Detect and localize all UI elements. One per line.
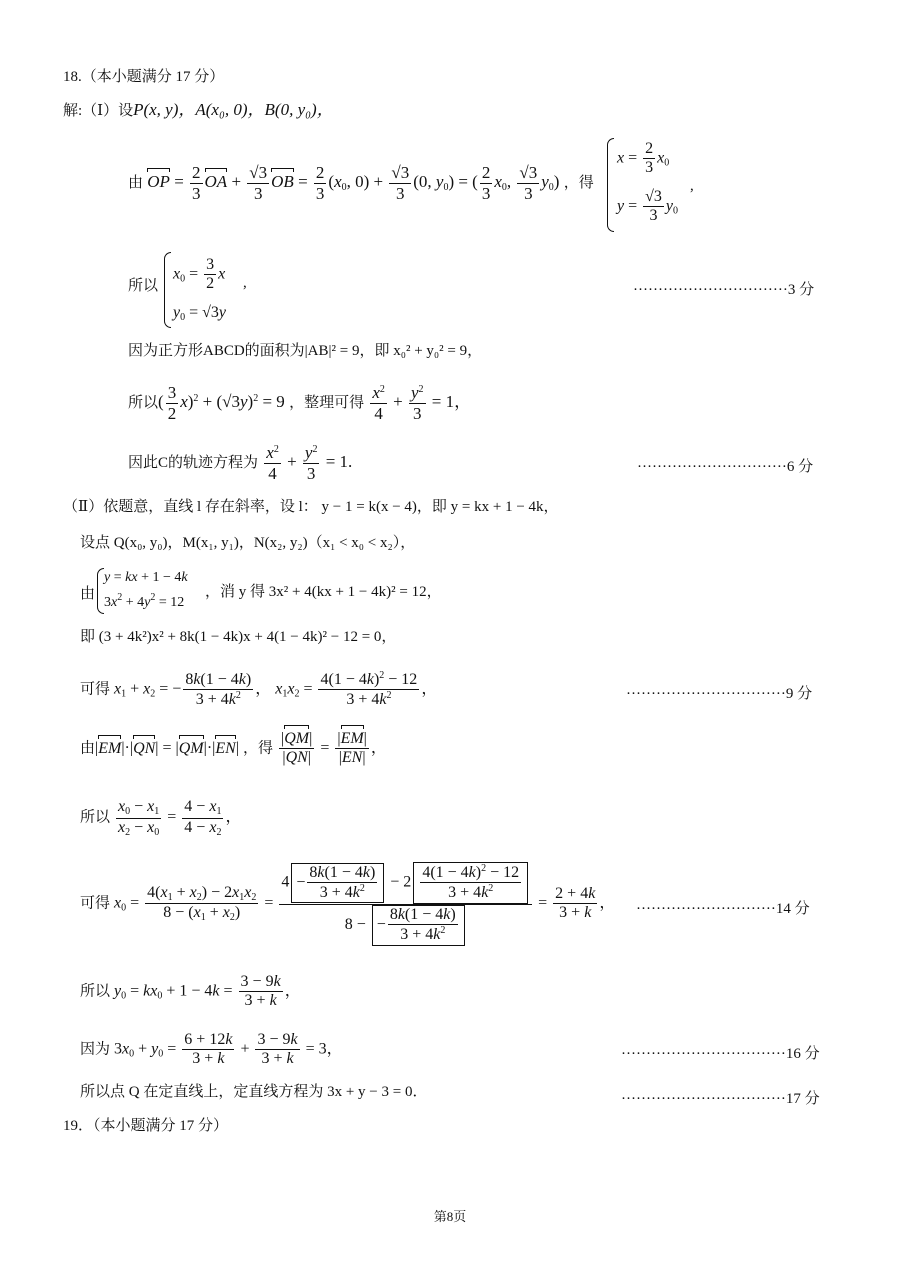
score-17: ·································17 分 [621,1091,820,1107]
system-brace-1 [607,138,614,232]
part1-intro [63,101,334,120]
part2-intro: （Ⅱ）依题意，直线 l 存在斜率，设 l： y − 1 = k(x − 4)，即 y = kx + 1 − 4k， [63,499,559,515]
system-1-line2: y = $\frac{√3}{3}$ $y_0$ [617,188,679,225]
ratio-line: 由|EM|·|QN| = |QM|·|EN| ，得 $\frac{|QM|}{|QN|}$ = $\frac{|EM|}{|EN|}$ ， [80,730,387,767]
x-ratio-line: 所以 $\frac{x_0 - x_1}{x_2 - x_0}$ = $\frac{4 - x_1}{4 - x_2}$ ， [80,798,242,838]
question-heading-19: 19．（本小题满分 17 分） [63,1118,229,1134]
system-2-line1: $x_0$ = $\frac{3}{2}$ x [173,256,226,293]
system-2-comma: , [243,275,247,291]
x0-line: 可得 $x_0$ = $\frac{4(x_1 + x_2) - 2x_1x_2}{8 - (x_1 + x_2)}$ = 4 − $\frac{8k(1 - 4k)}{3 + 4k^2}$ − 2 $\frac{4(1 - 4k)^2 - 12}{3 + 4k^2}$ 8 − − $\frac{8k(1 - 4k)}{3 + 4k^2}$ = $\frac{2 + 4k}{3 + k}$ ， [80,862,615,946]
question-heading-18: 18.（本小题满分 17 分） [63,69,225,85]
score-16: ·································16 分 [621,1046,820,1062]
system-3-line1: y = kx + 1 − 4k [104,570,188,585]
quadratic-line: 即 (3 + 4k²)x² + 8k(1 − 4k)x + 4(1 − 4k)² − 12 = 0， [80,629,397,645]
trajectory-line: 因此C的轨迹方程为 $\frac{x^2}{4}$ + $\frac{y^2}{3}$ = 1. [128,443,353,483]
system-2-line2: $y_0 = √3y$ [173,304,227,323]
system-brace-2 [164,252,171,328]
page-number: 第8页 [433,1209,467,1224]
part1-intro-label: 解:（Ⅰ）设 [63,103,134,119]
score-14: ····························14 分 [636,901,810,917]
system-1-comma: , [690,178,694,194]
score-9: ································9 分 [626,686,813,702]
vieta-line: 可得 $x_1 + x_2$ = − $\frac{8k(1 - 4k)}{3 + 4k^2}$ ， $x_1x_2$ = $\frac{4(1 - 4k)^2 - 12}{3 + 4k^2}$ ， [80,670,438,709]
vector-op: OP [147,171,170,191]
vector-eq-get: ，得 [563,174,594,191]
system-3-line2: $3x^2 + 4y^2 = 12$ [104,592,185,610]
vector-equation: 由 OP = $\frac{2}{3}$ OA + $\frac{√3}{3}$ OB = $\frac{2}{3}$ ($x_0$, 0) + $\frac{√3}{3}$ (0, $y_0$) = ( $\frac{2}{3}$ $x_0$, $\frac{√3}{3}$ $y_0$) ，得 [128,163,594,203]
vector-eq-prefix: 由 [128,174,144,191]
sum-line: 因为 $3x_0 + y_0$ = $\frac{6 + 12k}{3 + k}$ + $\frac{3 - 9k}{3 + k}$ = 3， [80,1031,343,1068]
part1-vars: P(x, y)，A(x₀, 0)，B(0, y₀)， [133,100,334,119]
system-brace-3 [97,568,104,614]
system-eliminate: ，消 y 得 3x² + 4(kx + 1 − 4k)² = 12， [205,584,442,600]
system-1-line1: x = $\frac{2}{3}$ $x_0$ [617,140,670,177]
substitute-line: 所以( $\frac{3}{2}$ $x)^2 + (√3y)^2 = 9$ ，整理可得 $\frac{x^2}{4}$ + $\frac{y^2}{3}$ = 1， [128,383,472,423]
score-6: ······························6 分 [637,459,814,475]
so-label-1: 所以 [128,278,159,294]
square-area-line: 因为正方形ABCD的面积为|AB|² = 9，即 x₀² + y₀² = 9， [128,343,483,359]
conclusion-line: 所以点 Q 在定直线上，定直线方程为 3x + y − 3 = 0． [80,1084,428,1100]
score-3: ·······························3 分 [633,282,815,298]
points-line: 设点 Q(x₀, y₀)，M(x₁, y₁)，N(x₂, y₂)（x₁ < x₀ < x₂）， [80,535,416,551]
y0-line: 所以 $y_0 = kx_0 + 1 - 4k$ = $\frac{3 - 9k}{3 + k}$ ， [80,973,301,1010]
system-prefix: 由 [80,586,96,602]
